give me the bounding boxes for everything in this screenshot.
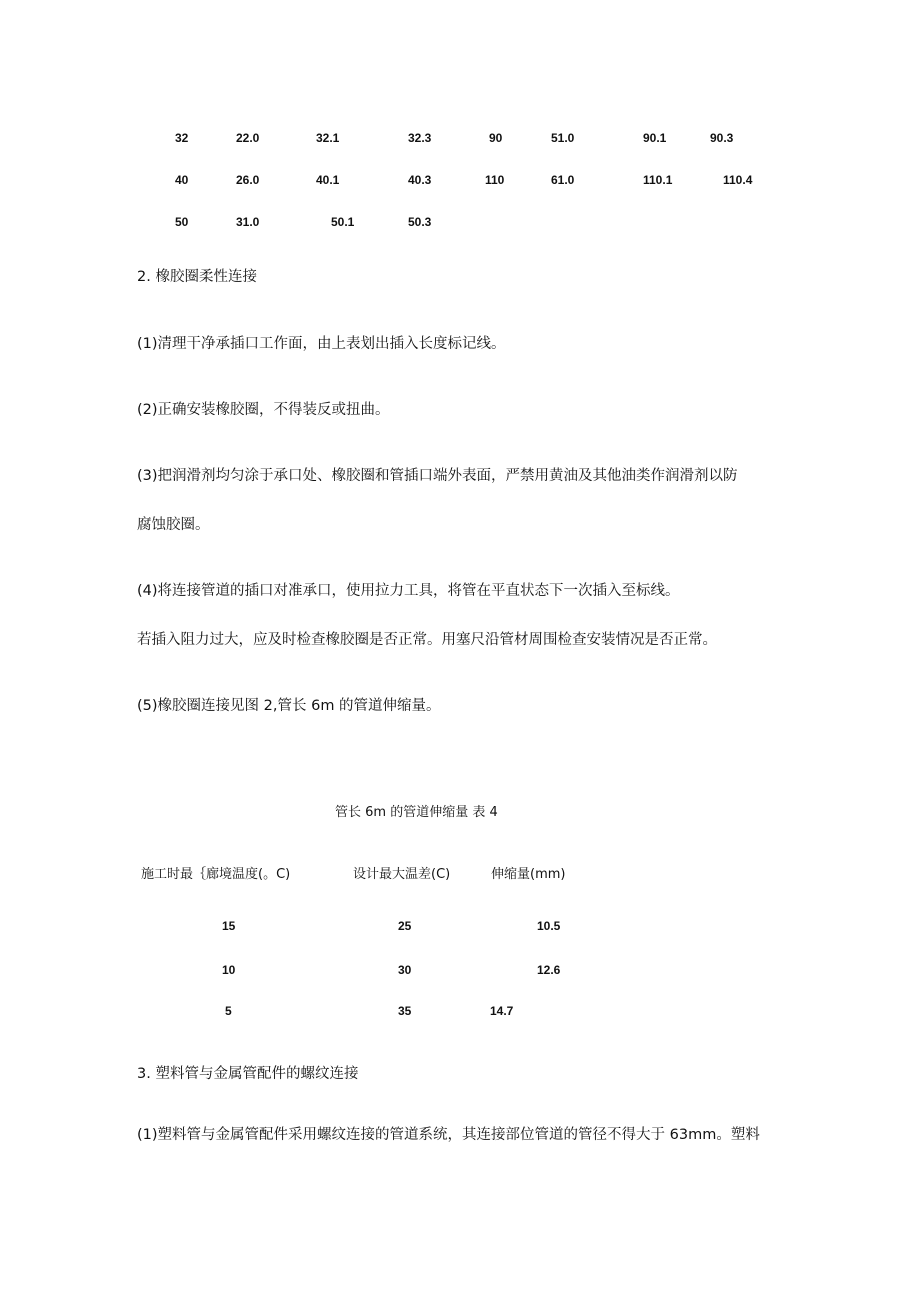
table-cell: 90.1 (643, 131, 667, 145)
table-cell: 110.1 (643, 173, 673, 187)
paragraph: 腐蚀胶圈。 (137, 517, 210, 533)
paragraph: (3)把润滑剂均匀涂于承口处、橡胶圈和管插口端外表面，严禁用黄油及其他油类作润滑剂以防 (137, 468, 738, 484)
paragraph: (4)将连接管道的插口对准承口，使用拉力工具，将管在平直状态下一次插入至标线。 (137, 583, 680, 599)
paragraph: (1)清理干净承插口工作面，由上表划出插入长度标记线。 (137, 336, 506, 352)
table-cell: 40.3 (408, 173, 432, 187)
table-cell: 40.1 (316, 173, 340, 187)
table-cell: 26.0 (236, 173, 260, 187)
table-cell: 61.0 (551, 173, 575, 187)
column-header: 伸缩量(mm) (491, 867, 566, 882)
table-cell: 5 (225, 1004, 232, 1018)
paragraph: (2)正确安装橡胶圈，不得装反或扭曲。 (137, 402, 390, 418)
table-cell: 32 (175, 131, 189, 145)
section-heading: 2. 橡胶圈柔性连接 (137, 269, 257, 285)
table-cell: 31.0 (236, 215, 260, 229)
paragraph: (1)塑料管与金属管配件采用螺纹连接的管道系统，其连接部位管道的管径不得大于 63mm。塑料 (137, 1127, 760, 1143)
table-cell: 90.3 (710, 131, 734, 145)
paragraph: 若插入阻力过大，应及时检查橡胶圈是否正常。用塞尺沿管材周围检查安装情况是否正常。 (137, 632, 717, 648)
table-cell: 110.4 (723, 173, 753, 187)
table-cell: 22.0 (236, 131, 260, 145)
table-cell: 50 (175, 215, 189, 229)
table-cell: 50.1 (331, 215, 355, 229)
table-cell: 12.6 (537, 963, 561, 977)
table-cell: 40 (175, 173, 189, 187)
table-cell: 50.3 (408, 215, 432, 229)
table-cell: 15 (222, 919, 236, 933)
section-heading: 3. 塑料管与金属管配件的螺纹连接 (137, 1066, 359, 1082)
table-cell: 90 (489, 131, 503, 145)
column-header: 设计最大温差(C) (353, 867, 451, 882)
table-cell: 14.7 (490, 1004, 514, 1018)
table-caption: 管长 6m 的管道伸缩量 表 4 (335, 805, 498, 820)
table-cell: 10 (222, 963, 236, 977)
table-cell: 30 (398, 963, 412, 977)
column-header: 施工时最｛廊境温度(。C) (141, 867, 291, 882)
table-cell: 51.0 (551, 131, 575, 145)
paragraph: (5)橡胶圈连接见图 2,管长 6m 的管道伸缩量。 (137, 698, 441, 714)
table-cell: 10.5 (537, 919, 561, 933)
table-cell: 32.3 (408, 131, 432, 145)
table-cell: 25 (398, 919, 412, 933)
table-cell: 110 (485, 173, 505, 187)
table-cell: 35 (398, 1004, 412, 1018)
table-cell: 32.1 (316, 131, 340, 145)
